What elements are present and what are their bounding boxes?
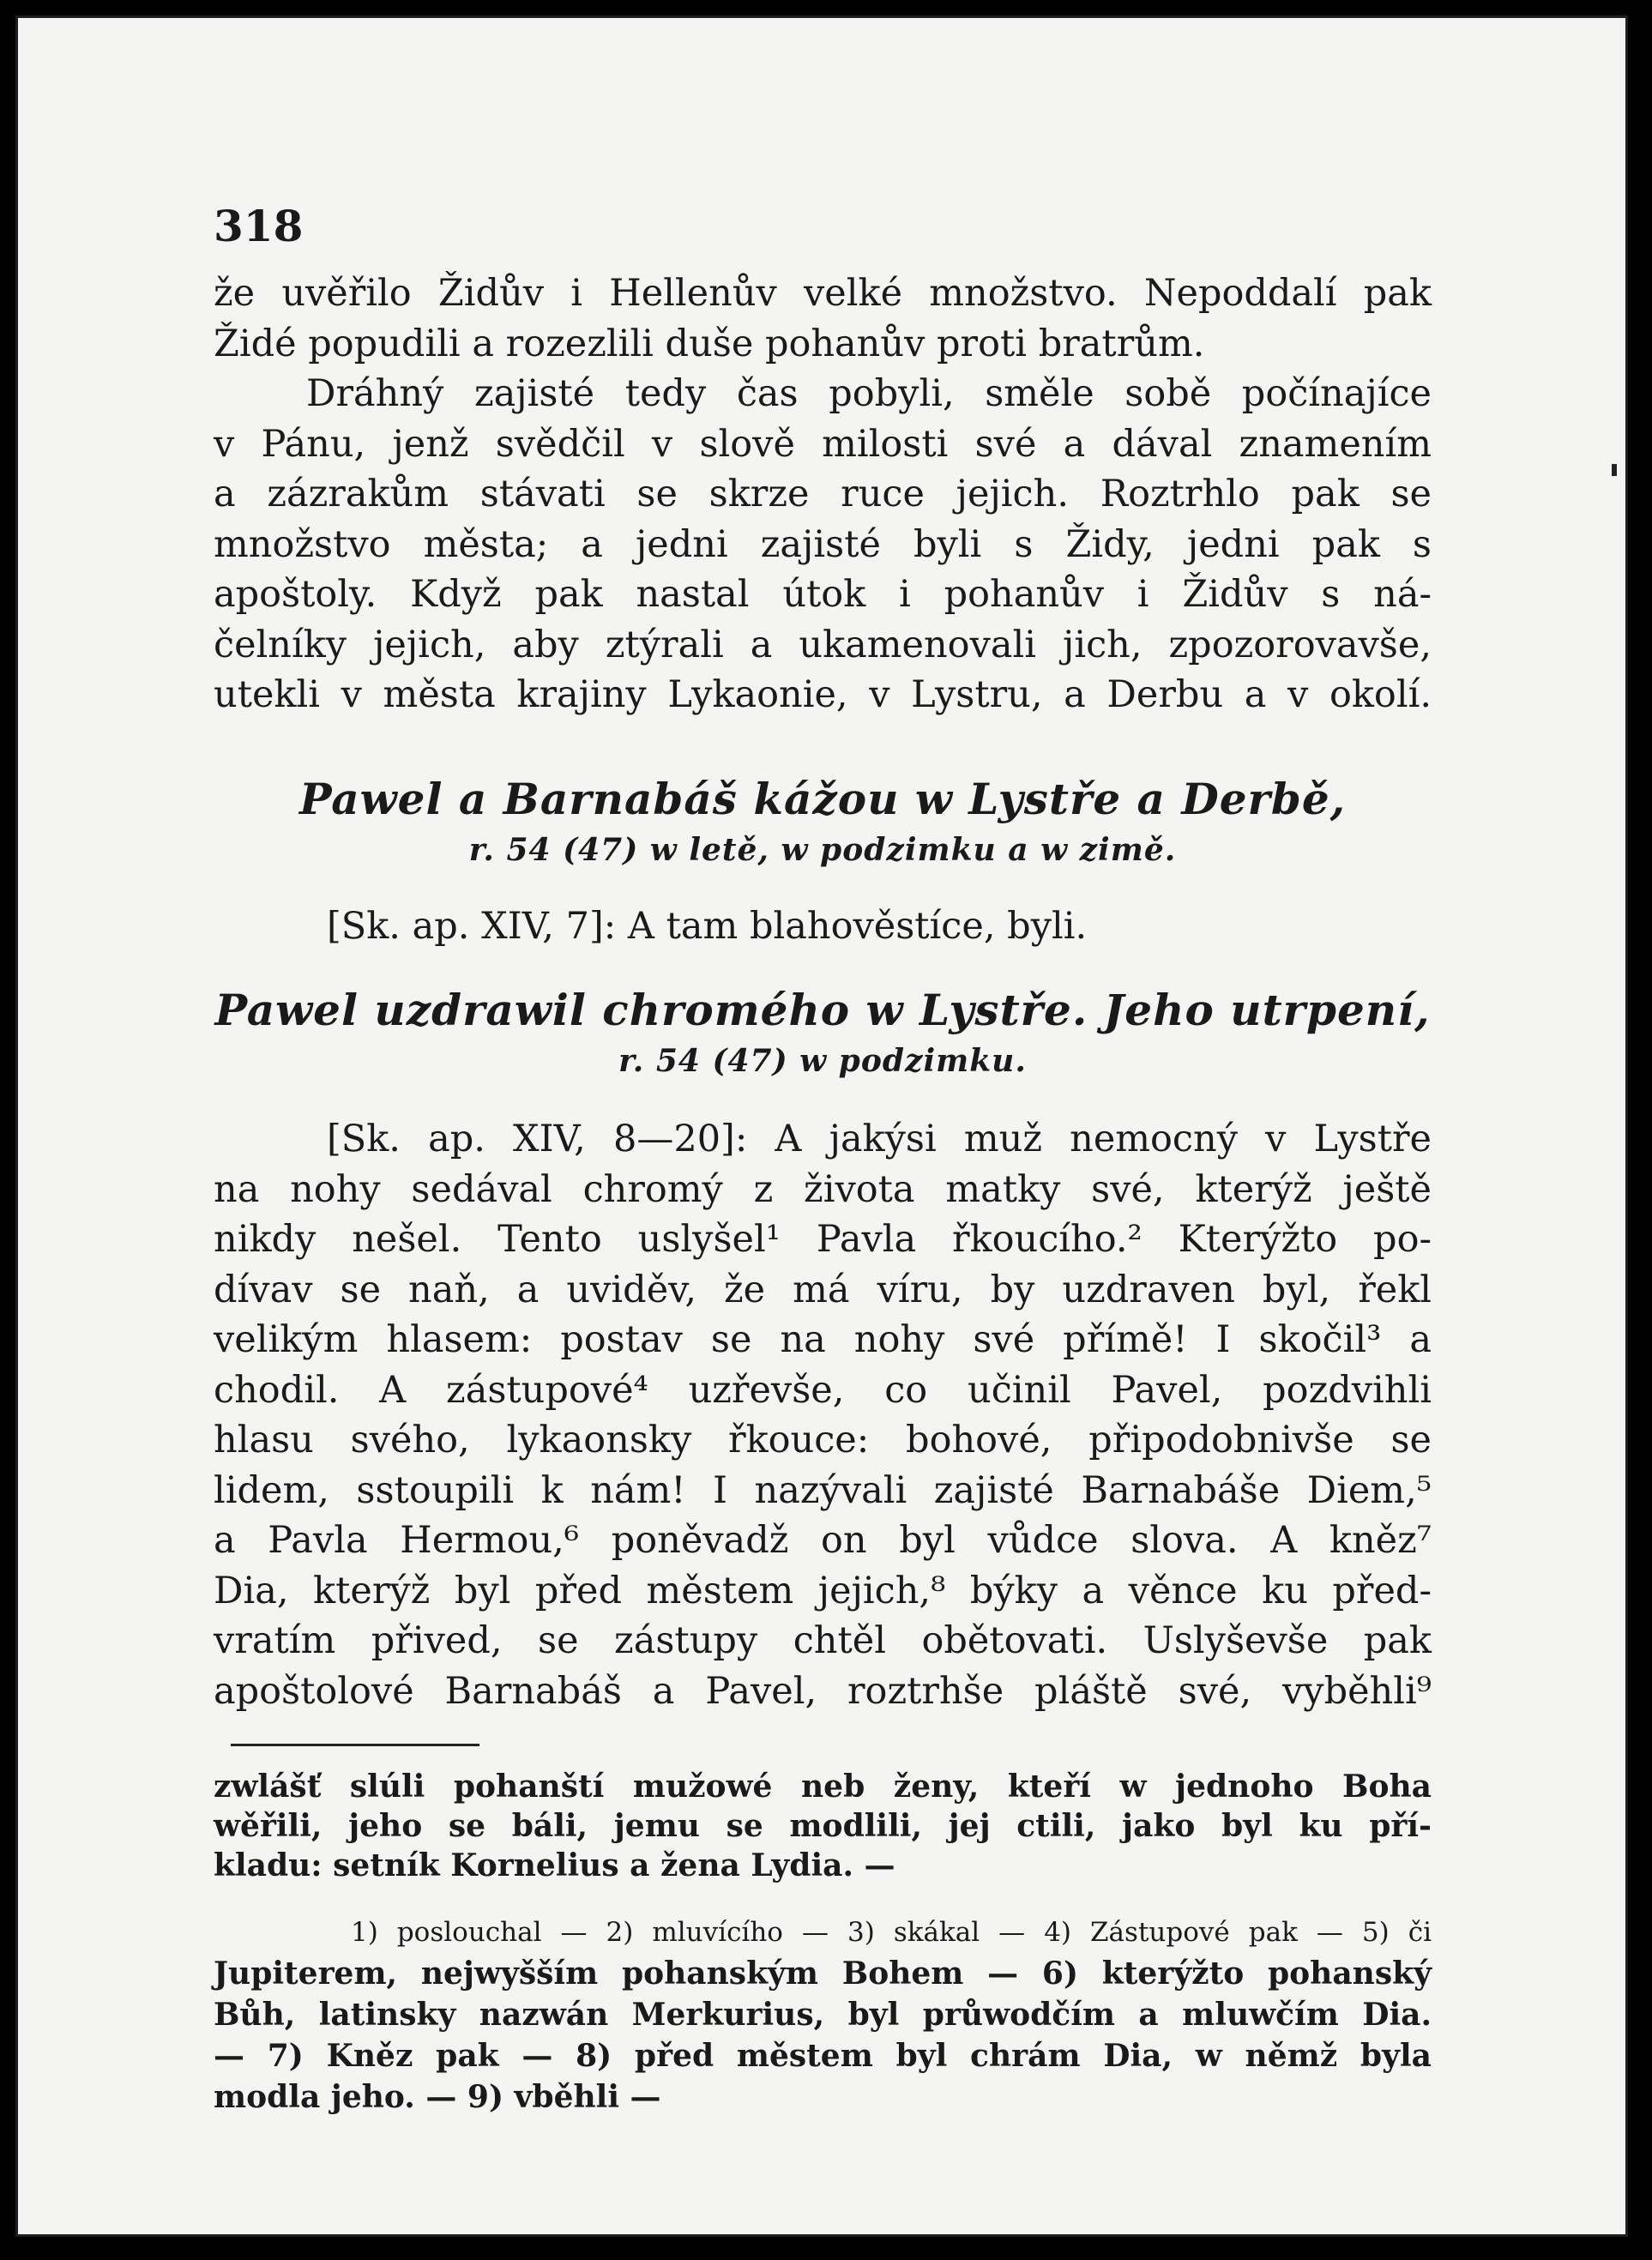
text-line: apoštoly. Když pak nastal útok i pohanův i Židův s ná- — [214, 573, 1432, 616]
text-line: Židé popudili a rozezlili duše pohanův proti bratrům. — [214, 322, 1205, 365]
page-number: 318 — [214, 201, 304, 251]
footnote-intro-line: kladu: setník Kornelius a žena Lydia. — — [214, 1847, 895, 1883]
footnote-line: 1) poslouchal — 2) mluvícího — 3) skákal — 4) Zástupové pak — 5) či — [351, 1917, 1432, 1948]
text-line: nikdy nešel. Tento uslyšel¹ Pavla řkoucího.² Kterýžto po- — [214, 1218, 1432, 1261]
text-line: apoštolové Barnabáš a Pavel, roztrhše pláště své, vyběhli⁹ — [214, 1669, 1432, 1713]
section-2-subtitle: r. 54 (47) w podzimku. — [618, 1043, 1027, 1079]
text-line: množstvo města; a jedni zajisté byli s Židy, jedni pak s — [214, 522, 1432, 566]
text-line: v Pánu, jenž svědčil v slově milosti své a dával znamením — [214, 422, 1432, 466]
footnote-intro-line: wěřili, jeho se báli, jemu se modlili, jej ctili, jako byl ku pří- — [214, 1808, 1432, 1844]
footnote-line: Bůh, latinsky nazwán Merkurius, byl průwodčím a mluwčím Dia. — [214, 1997, 1432, 2033]
text-line: dívav se naň, a uviděv, že má víru, by uzdraven byl, řekl — [214, 1268, 1432, 1311]
section-1-reference: [Sk. ap. XIV, 7]: A tam blahověstíce, byli. — [327, 905, 1088, 948]
paragraph-2 — [214, 1114, 1432, 1716]
text-line: a zázrakům stávati se skrze ruce jejich. Roztrhlo pak se — [214, 473, 1432, 515]
section-1-title: Pawel a Barnabáš kážou w Lystře a Derbě, — [298, 774, 1347, 824]
text-line: hlasu svého, lykaonsky řkouce: bohové, připodobnivše se — [214, 1419, 1432, 1461]
text-line: [Sk. ap. XIV, 8—20]: A jakýsi muž nemocný v Lystře — [327, 1118, 1432, 1160]
text-line: lidem, sstoupili k nám! I nazývali zajisté Barnabáše Diem,⁵ — [214, 1468, 1432, 1512]
text-line: čelníky jejich, aby ztýrali a ukamenovali jich, zpozorovavše, — [214, 623, 1432, 666]
text-line: na nohy sedával chromý z života matky své, kterýž ještě — [214, 1167, 1432, 1211]
text-line: že uvěřilo Židův i Hellenův velké množstvo. Nepoddalí pak — [214, 272, 1432, 315]
text-line: utekli v města krajiny Lykaonie, v Lystru, a Derbu a v okolí. — [214, 673, 1432, 716]
footnote-line: Jupiterem, nejwyšším pohanským Bohem — 6) kterýžto pohanský — [214, 1956, 1432, 1992]
text-line: a Pavla Hermou,⁶ poněvadž on byl vůdce slova. A kněz⁷ — [214, 1519, 1432, 1562]
text-line: chodil. A zástupové⁴ uzřevše, co učinil Pavel, pozdvihli — [214, 1368, 1432, 1412]
book-page — [15, 15, 1628, 2237]
text-line: Dráhný zajisté tedy čas pobyli, směle sobě počínajíce — [306, 372, 1432, 415]
text-line: velikým hlasem: postav se na nohy své přímě! I skočil³ a — [214, 1318, 1432, 1361]
footnote-line: modla jeho. — 9) vběhli — — [214, 2079, 661, 2115]
section-2-title: Pawel uzdrawil chromého w Lystře. Jeho utrpení, — [214, 985, 1431, 1035]
footnote-intro-line: zwlášť slúli pohanští mužowé neb ženy, kteří w jednoho Boha — [214, 1769, 1432, 1805]
text-line: vratím přived, se zástupy chtěl obětovati. Uslyševše pak — [214, 1619, 1432, 1662]
section-1-subtitle: r. 54 (47) w letě, w podzimku a w zimě. — [468, 832, 1177, 868]
scan-edge-mark — [1612, 464, 1617, 476]
footnote-line: — 7) Kněz pak — 8) před městem byl chrám Dia, w němž byla — [214, 2038, 1432, 2074]
paragraph-1 — [214, 268, 1432, 720]
text-line: Dia, kterýž byl před městem jejich,⁸ býky a věnce ku před- — [214, 1569, 1432, 1612]
footnote-divider — [231, 1744, 479, 1746]
